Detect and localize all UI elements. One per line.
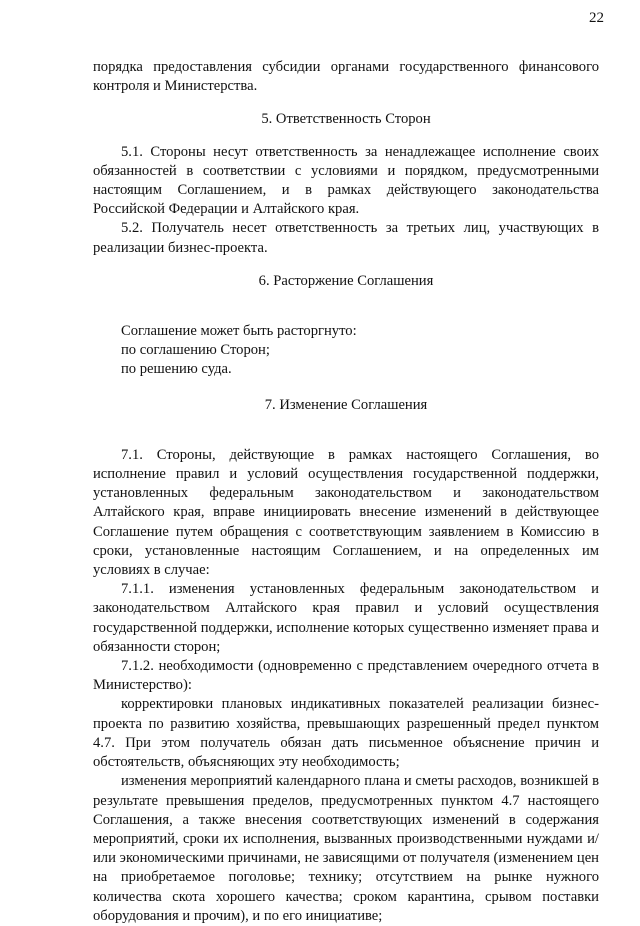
section-7-heading: 7. Изменение Соглашения bbox=[264, 396, 428, 413]
clause-7-1-1: 7.1.1. изменения установленных федеральным законодательством и законодательством Алтайского края правил и условий осуществления государственной поддержки, исполнение которых существенно изменяет права и обязанности сторон; bbox=[93, 581, 599, 655]
section-6-heading: 6. Расторжение Соглашения bbox=[258, 272, 434, 289]
page-number: 22 bbox=[589, 10, 604, 26]
clause-6-intro: Соглашение может быть расторгнуто: bbox=[121, 323, 357, 340]
clause-5-2: 5.2. Получатель несет ответственность за третьих лиц, участвующих в реализации бизнес-проекта. bbox=[93, 220, 599, 256]
clause-7-1-2-a: корректировки плановых индикативных показателей реализации бизнес-проекта по развитию хозяйства, превышающих разрешенный предел пунктом 4.7. При этом получатель обязан дать письменное объяснение причин и обстоятельств, объясняющих эту необходимость; bbox=[93, 696, 599, 771]
clause-7-1-2: 7.1.2. необходимости (одновременно с представлением очередного отчета в Министерство): bbox=[93, 658, 599, 694]
clause-6-item-1: по соглашению Сторон; bbox=[121, 342, 270, 359]
clause-7-1-2-b: изменения мероприятий календарного плана и сметы расходов, возникшей в результате превышения пределов, предусмотренных пунктом 4.7 настоящего Соглашения, а также внесения соответствующих изменений в содержания мероприятий, сроки их исполнения, вызванных производственными нуждами и/или экономическими причинами, не зависящими от получателя (изменением цен на приобретаемое поголовье; технику; отсутствием на рынке нужного количества скота хорошего качества; сроком карантина, срывом поставки оборудования и прочим), и по его инициативе; bbox=[93, 773, 599, 924]
section-5-heading: 5. Ответственность Сторон bbox=[261, 111, 431, 128]
clause-6-item-2: по решению суда. bbox=[121, 361, 232, 378]
document-body bbox=[93, 58, 599, 926]
clause-5-1: 5.1. Стороны несут ответственность за ненадлежащее исполнение своих обязанностей в соответствии с условиями и порядком, предусмотренными настоящим Соглашением, и в рамках действующего законодательства Российской Федерации и Алтайского края. bbox=[93, 143, 599, 218]
paragraph-continuation: порядка предоставления субсидии органами государственного финансового контроля и Министерства. bbox=[93, 59, 599, 95]
clause-7-1: 7.1. Стороны, действующие в рамках настоящего Соглашения, во исполнение правил и условий осуществления государственной поддержки, установленных федеральным законодательством и законодательством Алтайского края, вправе инициировать внесение изменений в действующее Соглашение путем обращения с соответствующим заявлением в Комиссию в сроки, установленные настоящим Соглашением, и на определенных им условиях в случае: bbox=[93, 446, 599, 579]
